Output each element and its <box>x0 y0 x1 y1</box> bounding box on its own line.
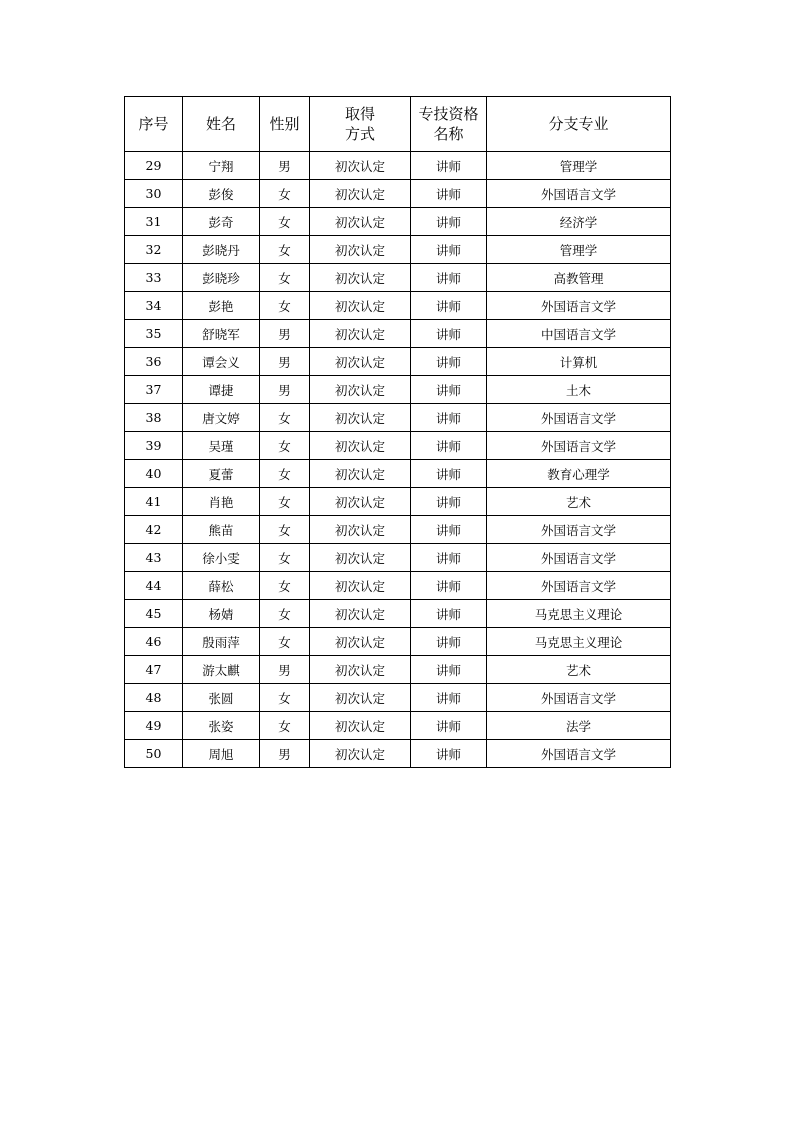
cell-index: 42 <box>125 516 183 544</box>
table-row <box>125 404 671 432</box>
table-row <box>125 572 671 600</box>
cell-qualification: 讲师 <box>411 292 487 320</box>
cell-gender: 女 <box>260 516 310 544</box>
cell-index: 41 <box>125 488 183 516</box>
cell-method: 初次认定 <box>310 320 411 348</box>
cell-gender: 男 <box>260 152 310 180</box>
cell-qualification: 讲师 <box>411 180 487 208</box>
cell-gender: 女 <box>260 544 310 572</box>
cell-gender: 女 <box>260 432 310 460</box>
table-row <box>125 236 671 264</box>
cell-gender: 女 <box>260 572 310 600</box>
cell-specialty: 经济学 <box>487 208 671 236</box>
cell-specialty: 外国语言文学 <box>487 516 671 544</box>
cell-name: 彭奇 <box>183 208 260 236</box>
cell-qualification: 讲师 <box>411 684 487 712</box>
cell-index: 38 <box>125 404 183 432</box>
cell-method: 初次认定 <box>310 180 411 208</box>
cell-name: 舒晓军 <box>183 320 260 348</box>
cell-index: 31 <box>125 208 183 236</box>
cell-name: 谭捷 <box>183 376 260 404</box>
table-body <box>125 152 671 768</box>
cell-specialty: 中国语言文学 <box>487 320 671 348</box>
table-row <box>125 432 671 460</box>
cell-index: 34 <box>125 292 183 320</box>
table-row <box>125 264 671 292</box>
cell-gender: 男 <box>260 376 310 404</box>
cell-specialty: 外国语言文学 <box>487 404 671 432</box>
cell-qualification: 讲师 <box>411 460 487 488</box>
cell-specialty: 外国语言文学 <box>487 572 671 600</box>
cell-gender: 女 <box>260 404 310 432</box>
cell-gender: 女 <box>260 488 310 516</box>
cell-method: 初次认定 <box>310 544 411 572</box>
cell-specialty: 管理学 <box>487 236 671 264</box>
cell-name: 杨婧 <box>183 600 260 628</box>
cell-qualification: 讲师 <box>411 376 487 404</box>
cell-gender: 女 <box>260 292 310 320</box>
cell-method: 初次认定 <box>310 264 411 292</box>
cell-name: 张圆 <box>183 684 260 712</box>
cell-method: 初次认定 <box>310 292 411 320</box>
cell-index: 40 <box>125 460 183 488</box>
table-row <box>125 516 671 544</box>
cell-qualification: 讲师 <box>411 348 487 376</box>
cell-gender: 男 <box>260 320 310 348</box>
cell-qualification: 讲师 <box>411 600 487 628</box>
cell-name: 肖艳 <box>183 488 260 516</box>
cell-gender: 女 <box>260 180 310 208</box>
cell-gender: 女 <box>260 628 310 656</box>
cell-name: 谭会义 <box>183 348 260 376</box>
cell-name: 彭晓丹 <box>183 236 260 264</box>
cell-method: 初次认定 <box>310 152 411 180</box>
cell-index: 45 <box>125 600 183 628</box>
cell-method: 初次认定 <box>310 628 411 656</box>
table-row <box>125 320 671 348</box>
cell-method: 初次认定 <box>310 656 411 684</box>
cell-specialty: 高教管理 <box>487 264 671 292</box>
cell-qualification: 讲师 <box>411 152 487 180</box>
cell-specialty: 计算机 <box>487 348 671 376</box>
cell-name: 张姿 <box>183 712 260 740</box>
cell-index: 49 <box>125 712 183 740</box>
cell-gender: 男 <box>260 740 310 768</box>
table-row <box>125 348 671 376</box>
cell-method: 初次认定 <box>310 740 411 768</box>
cell-name: 熊苗 <box>183 516 260 544</box>
table-row <box>125 656 671 684</box>
cell-method: 初次认定 <box>310 208 411 236</box>
table-row <box>125 712 671 740</box>
cell-qualification: 讲师 <box>411 628 487 656</box>
table-row <box>125 460 671 488</box>
cell-specialty: 马克思主义理论 <box>487 628 671 656</box>
cell-specialty: 土木 <box>487 376 671 404</box>
cell-index: 48 <box>125 684 183 712</box>
cell-name: 周旭 <box>183 740 260 768</box>
cell-qualification: 讲师 <box>411 320 487 348</box>
cell-specialty: 管理学 <box>487 152 671 180</box>
cell-specialty: 法学 <box>487 712 671 740</box>
cell-qualification: 讲师 <box>411 432 487 460</box>
cell-qualification: 讲师 <box>411 712 487 740</box>
cell-specialty: 外国语言文学 <box>487 292 671 320</box>
header-cell-method: 取得 方式 <box>310 97 411 152</box>
cell-name: 彭晓珍 <box>183 264 260 292</box>
cell-index: 30 <box>125 180 183 208</box>
cell-index: 35 <box>125 320 183 348</box>
table-row <box>125 740 671 768</box>
table-row <box>125 600 671 628</box>
cell-qualification: 讲师 <box>411 236 487 264</box>
cell-name: 殷雨萍 <box>183 628 260 656</box>
table-row <box>125 292 671 320</box>
cell-gender: 男 <box>260 348 310 376</box>
cell-index: 50 <box>125 740 183 768</box>
cell-name: 薛松 <box>183 572 260 600</box>
cell-name: 夏蕾 <box>183 460 260 488</box>
table-header <box>125 97 671 152</box>
cell-specialty: 外国语言文学 <box>487 684 671 712</box>
cell-index: 33 <box>125 264 183 292</box>
table-row <box>125 488 671 516</box>
cell-method: 初次认定 <box>310 516 411 544</box>
cell-method: 初次认定 <box>310 712 411 740</box>
cell-qualification: 讲师 <box>411 404 487 432</box>
cell-index: 37 <box>125 376 183 404</box>
cell-index: 36 <box>125 348 183 376</box>
cell-name: 宁翔 <box>183 152 260 180</box>
cell-gender: 女 <box>260 600 310 628</box>
cell-method: 初次认定 <box>310 460 411 488</box>
cell-specialty: 外国语言文学 <box>487 544 671 572</box>
cell-method: 初次认定 <box>310 348 411 376</box>
cell-qualification: 讲师 <box>411 572 487 600</box>
cell-index: 46 <box>125 628 183 656</box>
cell-qualification: 讲师 <box>411 516 487 544</box>
cell-qualification: 讲师 <box>411 656 487 684</box>
cell-specialty: 外国语言文学 <box>487 432 671 460</box>
cell-index: 32 <box>125 236 183 264</box>
cell-qualification: 讲师 <box>411 264 487 292</box>
cell-index: 29 <box>125 152 183 180</box>
table-row <box>125 208 671 236</box>
cell-qualification: 讲师 <box>411 208 487 236</box>
cell-gender: 女 <box>260 236 310 264</box>
cell-method: 初次认定 <box>310 488 411 516</box>
header-cell-gender: 性别 <box>260 97 310 152</box>
header-cell-qualification: 专技资格 名称 <box>411 97 487 152</box>
cell-index: 44 <box>125 572 183 600</box>
roster-table <box>124 96 671 768</box>
cell-method: 初次认定 <box>310 684 411 712</box>
cell-specialty: 外国语言文学 <box>487 180 671 208</box>
cell-name: 游太麒 <box>183 656 260 684</box>
table-row <box>125 180 671 208</box>
cell-name: 吴瑾 <box>183 432 260 460</box>
cell-gender: 女 <box>260 460 310 488</box>
cell-gender: 女 <box>260 712 310 740</box>
header-row <box>125 97 671 152</box>
cell-method: 初次认定 <box>310 432 411 460</box>
header-cell-index: 序号 <box>125 97 183 152</box>
cell-name: 徐小雯 <box>183 544 260 572</box>
table-row <box>125 544 671 572</box>
cell-name: 唐文婷 <box>183 404 260 432</box>
cell-method: 初次认定 <box>310 376 411 404</box>
cell-method: 初次认定 <box>310 404 411 432</box>
cell-specialty: 教育心理学 <box>487 460 671 488</box>
cell-method: 初次认定 <box>310 572 411 600</box>
cell-name: 彭艳 <box>183 292 260 320</box>
table-row <box>125 628 671 656</box>
cell-method: 初次认定 <box>310 236 411 264</box>
header-cell-name: 姓名 <box>183 97 260 152</box>
cell-qualification: 讲师 <box>411 544 487 572</box>
header-cell-specialty: 分支专业 <box>487 97 671 152</box>
cell-specialty: 艺术 <box>487 656 671 684</box>
cell-name: 彭俊 <box>183 180 260 208</box>
cell-index: 39 <box>125 432 183 460</box>
table-row <box>125 152 671 180</box>
cell-specialty: 外国语言文学 <box>487 740 671 768</box>
cell-specialty: 艺术 <box>487 488 671 516</box>
cell-qualification: 讲师 <box>411 740 487 768</box>
table-row <box>125 376 671 404</box>
cell-index: 43 <box>125 544 183 572</box>
cell-qualification: 讲师 <box>411 488 487 516</box>
cell-index: 47 <box>125 656 183 684</box>
cell-gender: 女 <box>260 264 310 292</box>
cell-gender: 女 <box>260 208 310 236</box>
cell-method: 初次认定 <box>310 600 411 628</box>
table-row <box>125 684 671 712</box>
cell-gender: 女 <box>260 684 310 712</box>
cell-specialty: 马克思主义理论 <box>487 600 671 628</box>
cell-gender: 男 <box>260 656 310 684</box>
